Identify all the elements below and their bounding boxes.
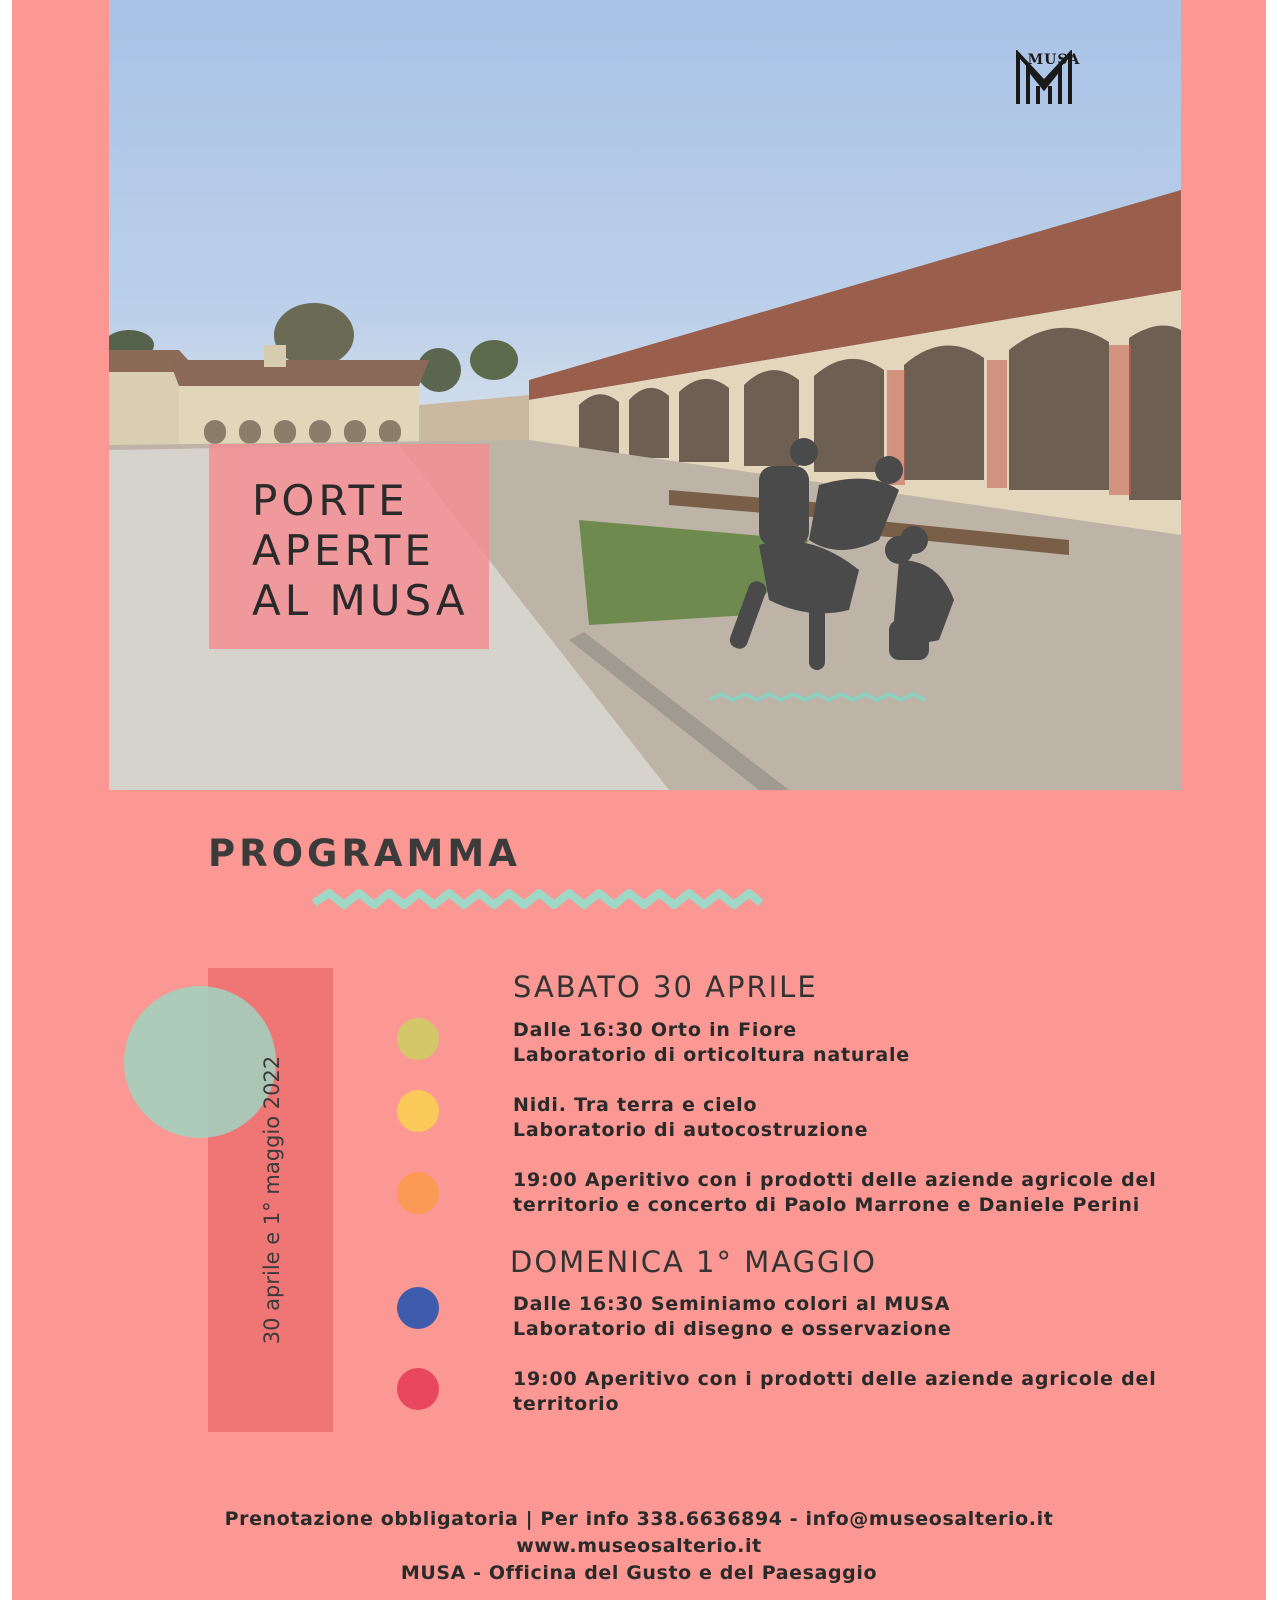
musa-logo-mark-icon <box>1014 50 1074 106</box>
courtyard-illustration <box>109 0 1181 790</box>
event-2 <box>513 1093 868 1143</box>
event-dot-5 <box>397 1368 439 1410</box>
footer-website[interactable]: www.museosalterio.it <box>516 1535 762 1557</box>
event-5 <box>513 1367 1157 1417</box>
title-line-2: APERTE <box>252 526 435 575</box>
day-heading-saturday: SABATO 30 APRILE <box>513 970 818 1004</box>
event-dot-4 <box>397 1287 439 1329</box>
event-dot-2 <box>397 1090 439 1132</box>
event-3-line-1: 19:00 Aperitivo con i prodotti delle aziende agricole del <box>513 1169 1157 1191</box>
event-1-line-1: Dalle 16:30 Orto in Fiore <box>513 1019 797 1041</box>
event-dot-3 <box>397 1172 439 1214</box>
title-line-3: AL MUSA <box>252 576 469 625</box>
event-1-line-2: Laboratorio di orticoltura naturale <box>513 1044 910 1066</box>
event-4-line-2: Laboratorio di disegno e osservazione <box>513 1318 952 1340</box>
event-4-line-1: Dalle 16:30 Seminiamo colori al MUSA <box>513 1293 951 1315</box>
event-3 <box>513 1168 1157 1218</box>
title-box <box>209 444 489 649</box>
event-2-line-2: Laboratorio di autocostruzione <box>513 1119 869 1141</box>
musa-logo-text: MUSA <box>1027 52 1081 68</box>
event-3-line-2: territorio e concerto di Paolo Marrone e Daniele Perini <box>513 1194 1141 1216</box>
event-4 <box>513 1292 952 1342</box>
musa-logo <box>1014 50 1094 68</box>
footer-contact: Prenotazione obbligatoria | Per info 338.6636894 - info@museosalterio.it <box>224 1508 1054 1530</box>
event-5-line-1: 19:00 Aperitivo con i prodotti delle aziende agricole del <box>513 1368 1157 1390</box>
event-dot-1 <box>397 1018 439 1060</box>
event-5-line-2: territorio <box>513 1393 620 1415</box>
event-2-line-1: Nidi. Tra terra e cielo <box>513 1094 758 1116</box>
title-line-1: PORTE <box>252 476 409 525</box>
teal-circle-decoration <box>124 986 276 1138</box>
event-1 <box>513 1018 910 1068</box>
teal-zigzag-decoration <box>309 885 769 915</box>
museum-courtyard-photo <box>109 0 1181 790</box>
event-poster <box>12 0 1266 1600</box>
footer-organization: MUSA - Officina del Gusto e del Paesaggio <box>400 1562 878 1584</box>
programma-heading: PROGRAMMA <box>208 832 521 875</box>
date-range: 30 aprile e 1° maggio 2022 <box>260 1055 284 1345</box>
day-heading-sunday: DOMENICA 1° MAGGIO <box>510 1245 877 1279</box>
